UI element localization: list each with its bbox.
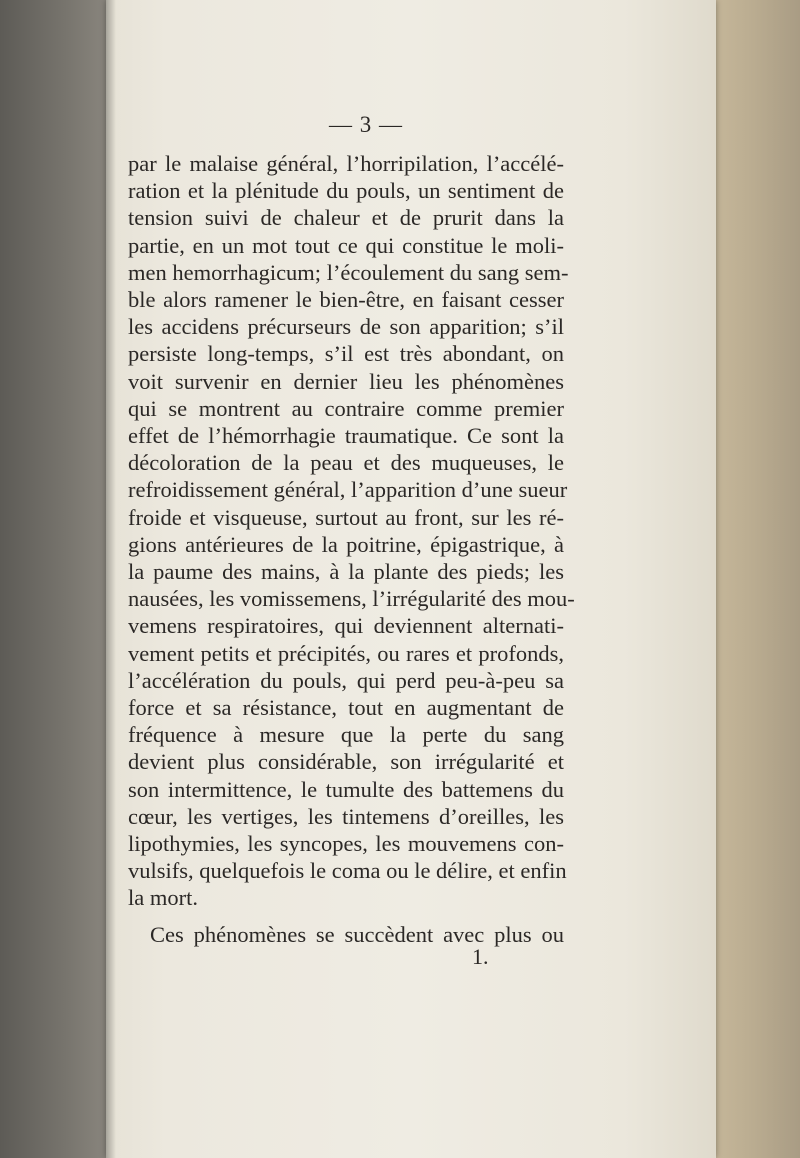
text-line: force et sa résistance, tout en augmentant de xyxy=(128,695,564,721)
signature-mark: 1. xyxy=(472,944,489,969)
text-line: Ces phénomènes se succèdent avec plus ou xyxy=(150,921,564,947)
text-line: par le malaise général, l’horripilation, l’accélé- xyxy=(128,151,564,176)
body-text xyxy=(128,150,575,948)
text-line: tension suivi de chaleur et de prurit dans la xyxy=(128,205,564,231)
text-line: son intermittence, le tumulte des battemens du xyxy=(128,776,564,802)
text-line: partie, en un mot tout ce qui constitue le moli- xyxy=(128,232,564,258)
text-line: fréquence à mesure que la perte du sang xyxy=(128,722,564,748)
text-line: la paume des mains, à la plante des pieds; les xyxy=(128,559,564,585)
text-line: voit survenir en dernier lieu les phénomènes xyxy=(128,368,564,394)
text-line: qui se montrent au contraire comme premier xyxy=(128,395,564,421)
page-edge-shadow xyxy=(106,0,116,1158)
text-line: persiste long-temps, s’il est très abondant, on xyxy=(128,341,564,367)
text-line: ble alors ramener le bien-être, en faisant cesser xyxy=(128,287,564,313)
text-line: l’accélération du pouls, qui perd peu-à-peu sa xyxy=(128,667,564,693)
text-line: décoloration de la peau et des muqueuses, le xyxy=(128,450,564,476)
text-line: men hemorrhagicum; l’écoulement du sang sem- xyxy=(128,259,569,285)
text-line: vement petits et précipités, ou rares et profonds, xyxy=(128,640,564,666)
paragraph-gap xyxy=(128,912,564,921)
scan-background-left xyxy=(0,0,108,1158)
book-page xyxy=(106,0,716,1158)
text-line: cœur, les vertiges, les tintemens d’oreilles, les xyxy=(128,803,564,829)
scan-background-right xyxy=(712,0,800,1158)
text-line: ration et la plénitude du pouls, un sentiment de xyxy=(128,178,564,204)
text-line: nausées, les vomissemens, l’irrégularité des mou- xyxy=(128,586,575,612)
text-line: vulsifs, quelquefois le coma ou le délire, et enfin xyxy=(128,858,567,884)
text-line: refroidissement général, l’apparition d’une sueur xyxy=(128,477,568,503)
text-line: gions antérieures de la poitrine, épigastrique, à xyxy=(128,531,564,557)
text-line: la mort. xyxy=(128,885,198,911)
text-line: devient plus considérable, son irrégularité et xyxy=(128,749,564,775)
text-line: froide et visqueuse, surtout au front, sur les ré- xyxy=(128,504,564,530)
text-line: vemens respiratoires, qui deviennent alternati- xyxy=(128,613,564,639)
page-number-header: — 3 — xyxy=(329,112,403,137)
text-line: les accidens précurseurs de son apparition; s’il xyxy=(128,314,564,340)
text-line: effet de l’hémorrhagie traumatique. Ce sont la xyxy=(128,423,564,449)
text-line: lipothymies, les syncopes, les mouvemens con- xyxy=(128,831,564,857)
